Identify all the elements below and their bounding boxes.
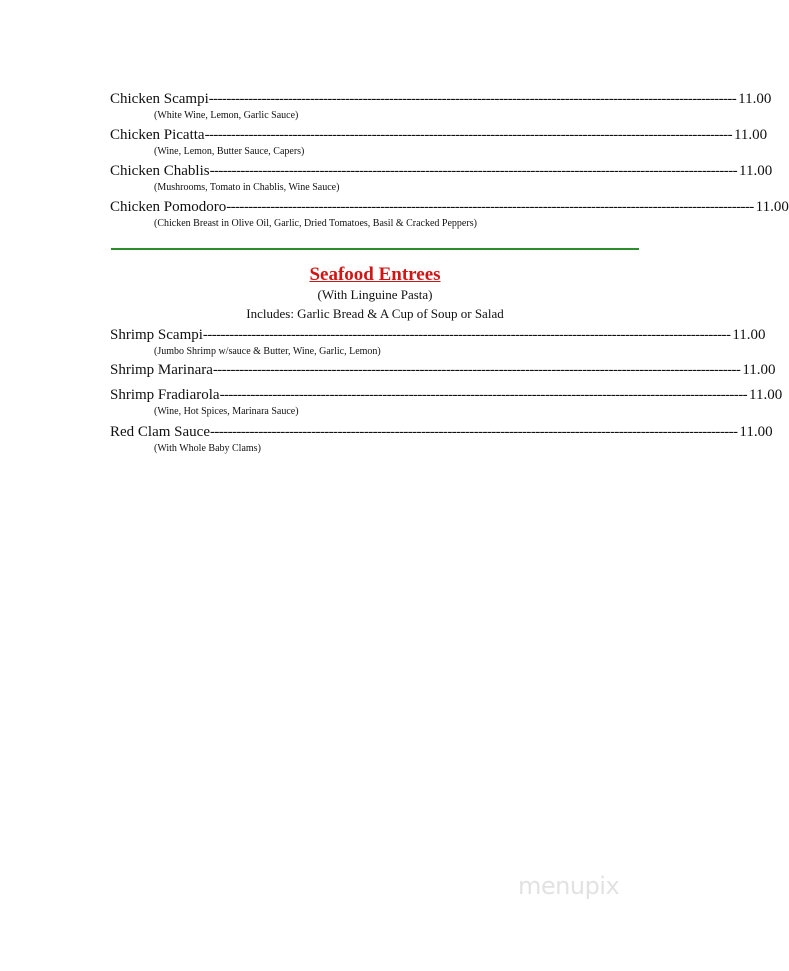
section-divider xyxy=(111,248,639,250)
menu-item-row xyxy=(110,386,783,404)
dot-leader: ------------------------------------------------------------------------------------------------------------------------ xyxy=(208,91,737,107)
menu-item xyxy=(110,126,768,158)
menu-item xyxy=(110,326,766,358)
dot-leader: ------------------------------------------------------------------------------------------------------------------------ xyxy=(204,127,732,143)
menu-item xyxy=(110,423,773,455)
section-title: Seafood Entrees xyxy=(309,264,441,285)
menu-item-name: Shrimp Scampi xyxy=(110,327,203,343)
menu-item-name: Shrimp Fradiarola xyxy=(110,387,220,403)
menu-item-price: 11.00 xyxy=(733,127,768,143)
dot-leader: ------------------------------------------------------------------------------------------------------------------------ xyxy=(202,327,731,343)
menu-item-description: (Jumbo Shrimp w/sauce & Butter, Wine, Garlic, Lemon) xyxy=(154,346,381,357)
menu-item-price: 11.00 xyxy=(739,424,773,440)
menu-item xyxy=(110,386,783,418)
section-includes: Includes: Garlic Bread & A Cup of Soup or Salad xyxy=(246,306,504,321)
menu-item xyxy=(110,198,789,230)
menu-item-row xyxy=(110,90,772,108)
seafood-heading xyxy=(110,264,640,322)
menu-item-name: Chicken Pomodoro xyxy=(110,199,227,215)
menu-item-row xyxy=(110,126,768,144)
menu-item-description: (With Whole Baby Clams) xyxy=(154,443,261,454)
menu-item-row xyxy=(110,361,776,379)
section-subtitle: (With Linguine Pasta) xyxy=(317,287,433,302)
menu-item-price: 11.00 xyxy=(738,91,772,107)
menupix-watermark: menupix xyxy=(518,872,620,900)
menu-item-name: Chicken Picatta xyxy=(110,127,205,143)
menu-item xyxy=(110,361,776,379)
menu-item-description: (Chicken Breast in Olive Oil, Garlic, Dried Tomatoes, Basil & Cracked Peppers) xyxy=(154,218,477,229)
dot-leader: ------------------------------------------------------------------------------------------------------------------------ xyxy=(209,424,738,440)
menu-item-description: (Mushrooms, Tomato in Chablis, Wine Sauce) xyxy=(154,182,340,193)
menu-item-name: Chicken Chablis xyxy=(110,163,210,179)
menu-item-row xyxy=(110,162,773,180)
menu-item xyxy=(110,162,773,194)
dot-leader: ------------------------------------------------------------------------------------------------------------------------ xyxy=(219,387,747,403)
dot-leader: ------------------------------------------------------------------------------------------------------------------------ xyxy=(209,163,737,179)
menu-item-description: (Wine, Lemon, Butter Sauce, Capers) xyxy=(154,146,305,157)
menu-item-name: Shrimp Marinara xyxy=(110,362,213,378)
menu-item-description: (Wine, Hot Spices, Marinara Sauce) xyxy=(154,406,299,417)
menu-item-price: 11.00 xyxy=(732,327,766,343)
menu-item-name: Red Clam Sauce xyxy=(110,424,210,440)
menu-item-row xyxy=(110,198,789,216)
menu-item xyxy=(110,90,772,122)
dot-leader: ------------------------------------------------------------------------------------------------------------------------ xyxy=(212,362,741,378)
menu-item-name: Chicken Scampi xyxy=(110,91,209,107)
menu-item-description: (White Wine, Lemon, Garlic Sauce) xyxy=(154,110,299,121)
menu-item-row xyxy=(110,326,766,344)
menu-item-price: 11.00 xyxy=(739,163,773,179)
menu-item-price: 11.00 xyxy=(742,362,776,378)
dot-leader: ------------------------------------------------------------------------------------------------------------------------ xyxy=(226,199,754,215)
menu-item-row xyxy=(110,423,773,441)
menu-item-price: 11.00 xyxy=(749,387,783,403)
menu-item-price: 11.00 xyxy=(755,199,789,215)
